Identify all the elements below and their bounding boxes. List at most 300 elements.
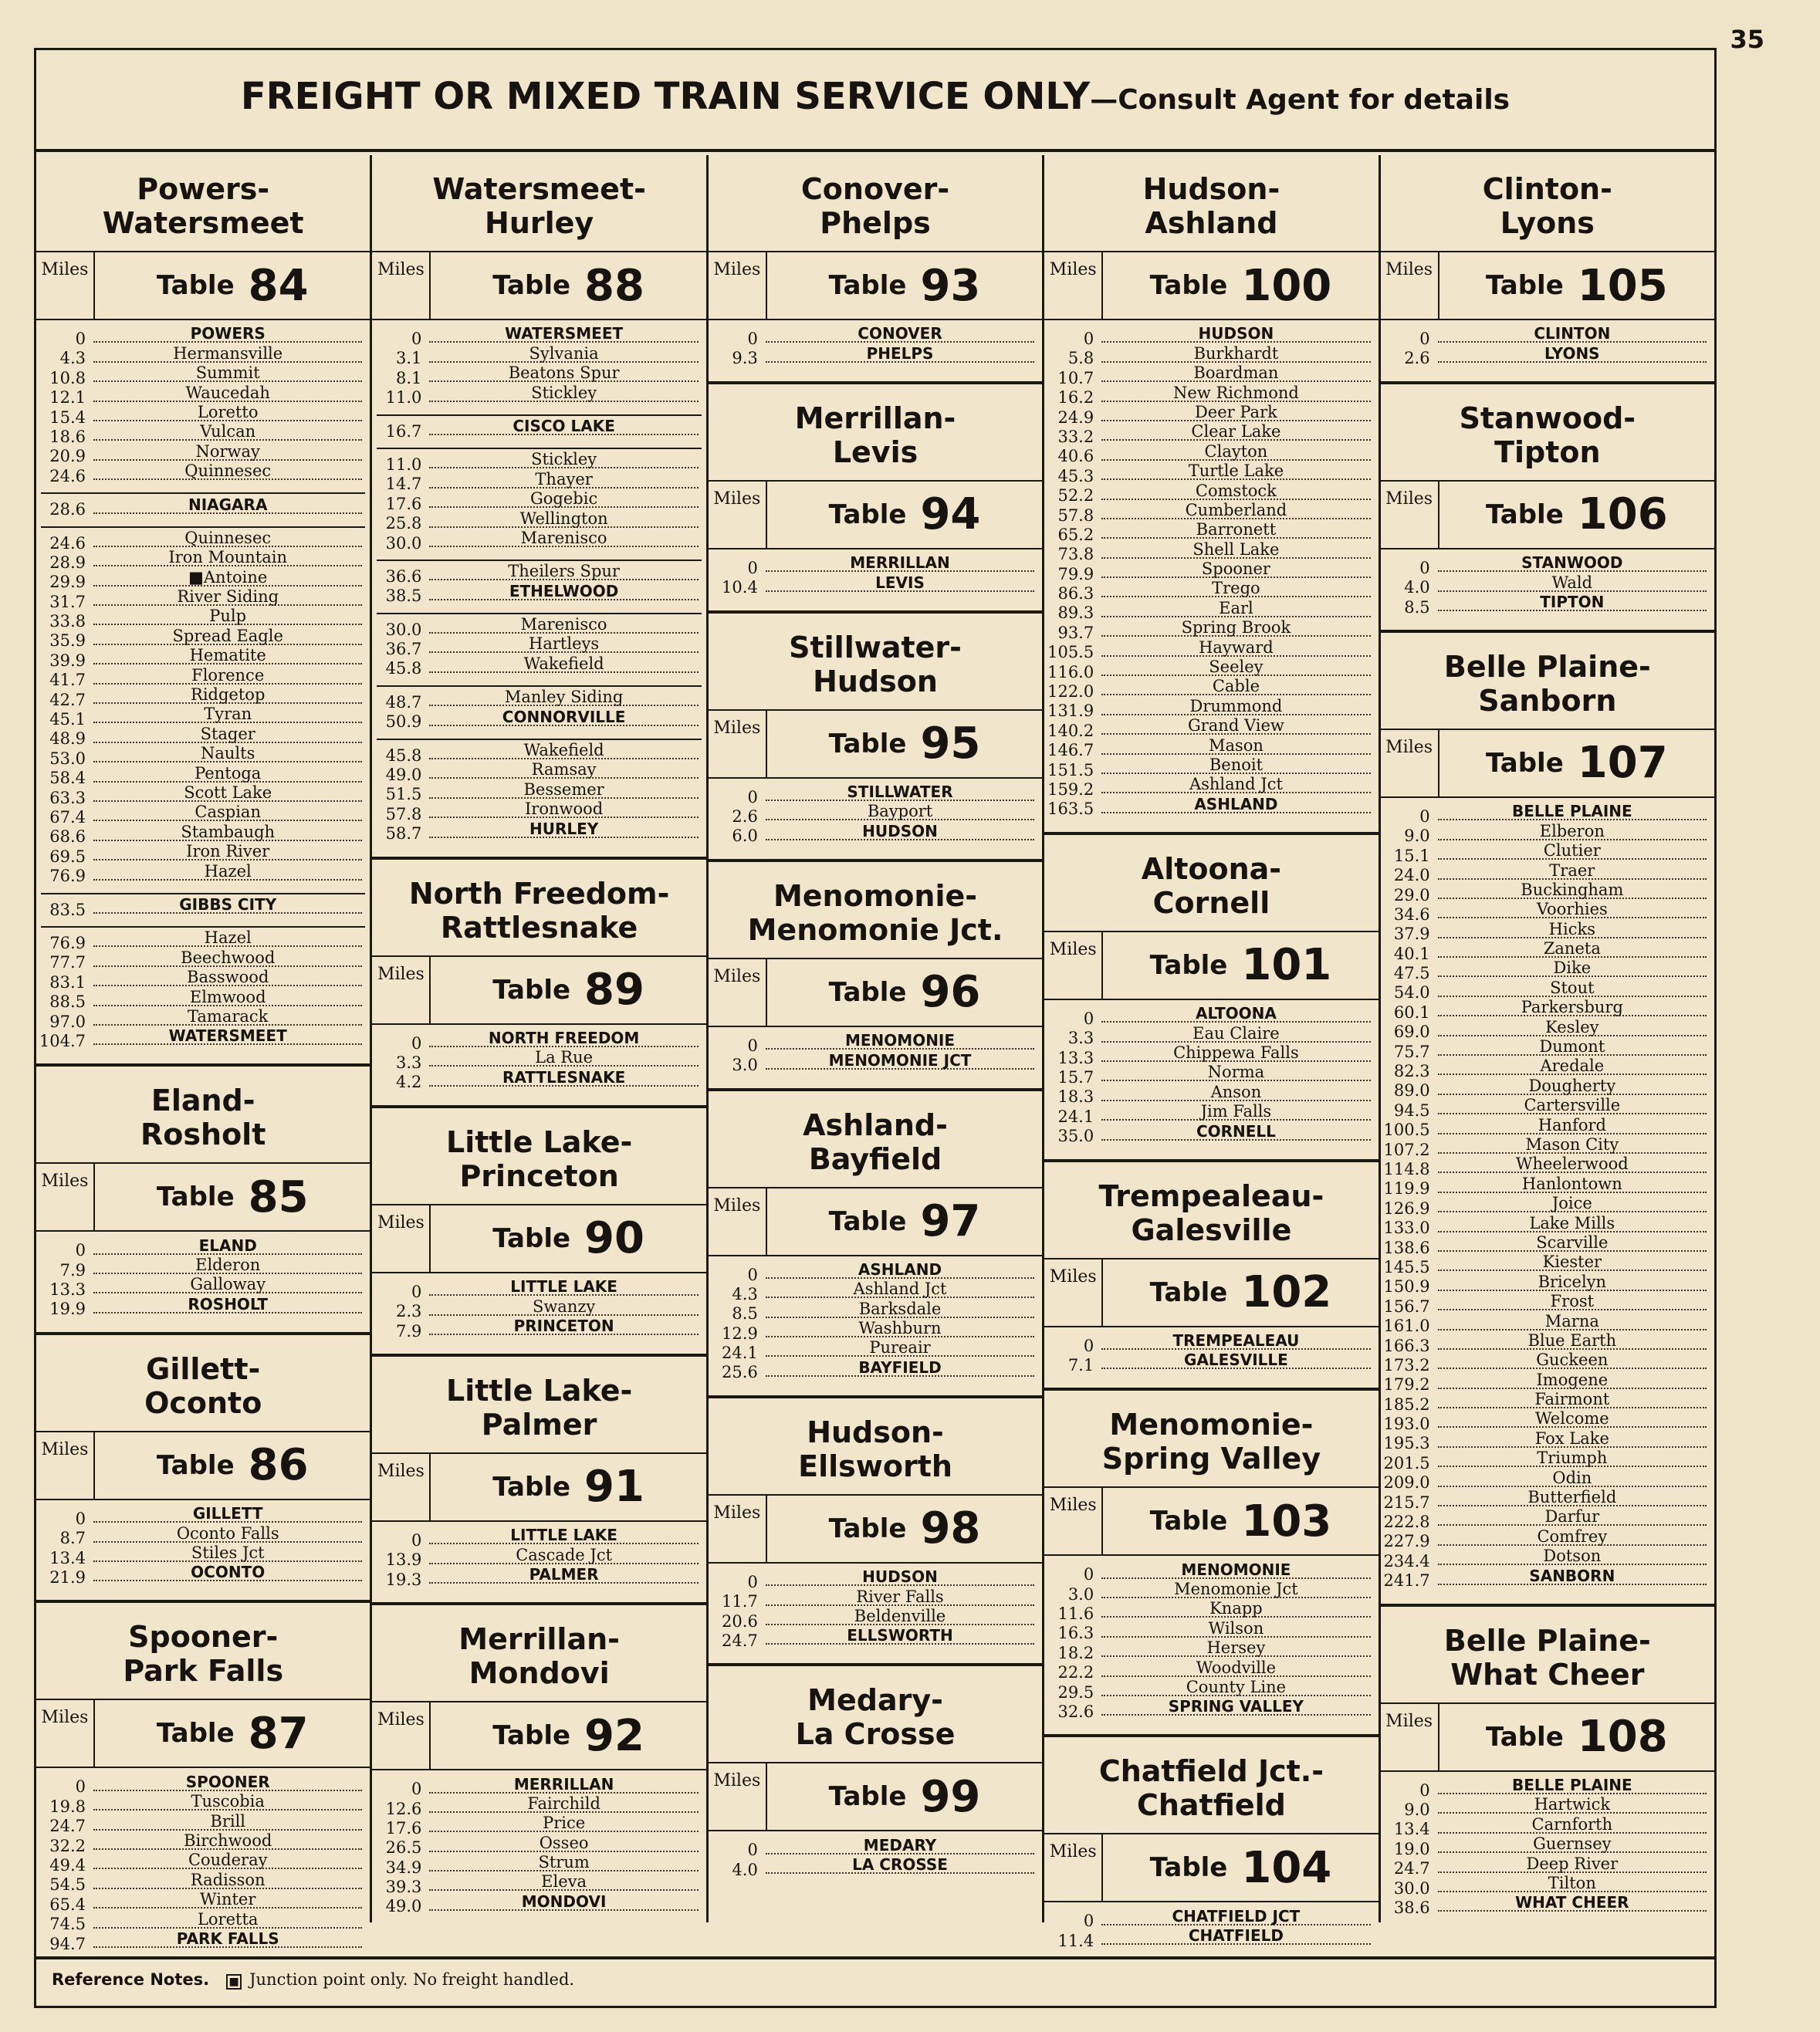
station-name: Hersey [1204, 1640, 1267, 1655]
station-miles: 0 [747, 1841, 758, 1860]
table-header [1044, 251, 1378, 320]
miles-label: Miles [1044, 1488, 1103, 1554]
station-miles: 9.3 [732, 349, 758, 368]
station-miles: 0 [411, 330, 422, 348]
station-leader [93, 1236, 362, 1255]
table-label [95, 1432, 370, 1499]
station-name: Mason City [1523, 1137, 1621, 1152]
station-leader [1101, 1560, 1370, 1579]
table-word: Table [1149, 1506, 1228, 1537]
station-miles: 2.6 [1404, 349, 1430, 368]
station-miles: 33.2 [1057, 427, 1094, 446]
station-name: Earl [1216, 600, 1256, 616]
notes-label: Reference Notes. [52, 1970, 210, 1989]
station-miles: 19.3 [385, 1570, 422, 1589]
station-name: Dumont [1537, 1039, 1607, 1054]
station-name: WATERSMEET [502, 326, 625, 341]
station-miles: 166.3 [1383, 1336, 1430, 1355]
station-miles: 32.6 [1057, 1702, 1094, 1722]
station-miles: 227.9 [1383, 1532, 1430, 1551]
timetable-columns [36, 155, 1714, 1953]
table-header [709, 251, 1042, 320]
station-leader [1438, 1795, 1707, 1814]
table-header [36, 1162, 370, 1232]
station-name: Aredale [1538, 1058, 1606, 1073]
station-leader [1101, 560, 1370, 579]
station-miles: 67.4 [49, 807, 86, 827]
station-name: STILLWATER [844, 784, 955, 800]
station-row [372, 1067, 705, 1092]
station-leader [766, 1587, 1034, 1606]
miles-label: Miles [36, 1700, 95, 1767]
station-leader [429, 1277, 698, 1297]
station-name: CHATFIELD JCT [1170, 1909, 1303, 1924]
station-miles: 173.2 [1383, 1355, 1430, 1374]
station-name: MEDARY [861, 1838, 939, 1853]
table-label [767, 1763, 1042, 1830]
station-leader [766, 802, 1034, 821]
station-miles: 116.0 [1047, 662, 1094, 681]
timetable-column [1379, 155, 1714, 1922]
station-row [372, 1565, 705, 1590]
station-leader [429, 654, 698, 673]
table-header [1381, 251, 1714, 320]
route-title-line: Watersmeet- [432, 172, 646, 206]
station-miles: 209.0 [1383, 1473, 1430, 1493]
station-leader [1101, 1638, 1370, 1658]
station-name: Fairchild [525, 1796, 603, 1811]
station-miles: 18.3 [1057, 1087, 1094, 1107]
station-leader [429, 324, 698, 343]
station-leader [1438, 1174, 1707, 1193]
station-name: WHAT CHEER [1513, 1895, 1631, 1910]
station-leader [1101, 637, 1370, 657]
station-miles: 100.5 [1383, 1121, 1430, 1140]
station-name: Dotson [1541, 1548, 1603, 1564]
station-miles: 49.0 [385, 766, 422, 785]
station-name: Winter [198, 1892, 258, 1907]
route-title [372, 1116, 705, 1204]
station-leader [1101, 1658, 1370, 1677]
table-number: 95 [920, 718, 981, 769]
station-leader [93, 528, 362, 547]
station-name: RATTLESNAKE [500, 1070, 628, 1085]
table-number: 103 [1241, 1496, 1332, 1547]
table-header [1044, 1486, 1378, 1556]
station-name: LA CROSSE [850, 1857, 950, 1872]
station-leader [93, 1026, 362, 1046]
station-miles: 4.0 [732, 1860, 758, 1879]
station-miles: 16.3 [1057, 1624, 1094, 1643]
miles-label: Miles [36, 1164, 95, 1230]
table-label [1103, 932, 1378, 999]
station-name: Basswood [184, 969, 271, 985]
station-row [372, 1794, 705, 1819]
station-name: Gogebic [528, 491, 600, 506]
station-leader [1438, 1017, 1707, 1036]
station-leader [1438, 1507, 1707, 1527]
station-leader [1101, 343, 1370, 363]
station-miles: 77.7 [49, 953, 86, 972]
station-name: Caspian [192, 804, 263, 820]
table-header [709, 1187, 1042, 1256]
station-row [1381, 1893, 1714, 1918]
miles-label: Miles [372, 1454, 431, 1520]
station-name: Norway [193, 444, 262, 459]
station-leader [93, 894, 362, 914]
station-leader [1438, 1814, 1707, 1834]
route-title [1381, 1614, 1714, 1702]
station-leader [429, 383, 698, 402]
route-table [372, 1357, 705, 1605]
station-miles: 0 [747, 1572, 758, 1591]
miles-label: Miles [709, 1496, 767, 1562]
station-leader [1101, 1330, 1370, 1350]
station-miles: 145.5 [1383, 1257, 1430, 1276]
station-miles: 79.9 [1057, 564, 1094, 583]
station-miles: 19.0 [1393, 1839, 1430, 1858]
station-leader [93, 1543, 362, 1563]
route-title [709, 1674, 1042, 1762]
station-name: TREMPEALEAU [1170, 1333, 1301, 1348]
station-leader [1101, 696, 1370, 715]
table-number: 105 [1577, 260, 1668, 311]
station-name: BELLE PLAINE [1510, 803, 1635, 819]
station-miles: 57.8 [385, 804, 422, 823]
station-list [1381, 802, 1714, 1591]
station-miles: 13.4 [1393, 1820, 1430, 1839]
station-miles: 75.7 [1393, 1042, 1430, 1061]
station-miles: 93.7 [1057, 623, 1094, 642]
station-name: Grand View [1186, 718, 1287, 733]
station-leader [1438, 959, 1707, 978]
station-leader [1438, 1566, 1707, 1585]
station-miles: 0 [747, 787, 758, 806]
table-word: Table [156, 1182, 235, 1213]
station-leader [93, 462, 362, 481]
route-title-line: Lyons [1500, 206, 1595, 240]
station-name: WATERSMEET [167, 1028, 289, 1043]
station-name: Hayward [1196, 640, 1276, 655]
station-miles: 20.9 [49, 447, 86, 466]
table-number: 96 [920, 967, 981, 1018]
station-miles: 11.6 [1057, 1604, 1094, 1624]
table-number: 107 [1577, 738, 1668, 789]
route-title-line: Ashland- [803, 1107, 948, 1142]
station-name: Marna [1543, 1314, 1602, 1329]
station-leader [1101, 324, 1370, 343]
station-miles: 24.7 [722, 1631, 758, 1651]
station-miles: 15.4 [49, 407, 86, 427]
station-name: ETHELWOOD [507, 583, 621, 599]
station-name: Beldenville [852, 1608, 948, 1624]
table-label [1439, 1704, 1714, 1770]
station-leader [1101, 598, 1370, 617]
station-leader [93, 822, 362, 841]
station-miles: 16.7 [385, 421, 422, 441]
station-row [36, 894, 370, 920]
station-miles: 5.8 [1067, 349, 1094, 368]
station-miles: 97.0 [49, 1012, 86, 1031]
station-name: Stickley [529, 385, 599, 401]
station-row [1044, 794, 1378, 819]
table-header [372, 955, 705, 1025]
station-list [709, 782, 1042, 847]
table-header [372, 251, 705, 320]
station-miles: 0 [1083, 1336, 1094, 1355]
station-miles: 28.6 [49, 500, 86, 519]
station-name: Cartersville [1521, 1097, 1622, 1113]
station-list [372, 1526, 705, 1590]
station-miles: 68.6 [49, 827, 86, 847]
station-leader [1438, 1292, 1707, 1311]
station-row [36, 1792, 370, 1817]
table-header [1044, 931, 1378, 1000]
station-miles: 89.3 [1057, 604, 1094, 623]
station-leader [1101, 481, 1370, 500]
table-label [431, 252, 705, 319]
table-number: 106 [1577, 489, 1668, 540]
route-table [372, 860, 705, 1108]
station-miles: 12.9 [722, 1324, 758, 1343]
station-miles: 60.1 [1393, 1002, 1430, 1022]
station-miles: 94.7 [49, 1934, 86, 1953]
station-leader [93, 861, 362, 881]
route-table [709, 862, 1042, 1091]
timetable-column [36, 155, 370, 1953]
station-name: Osseo [537, 1835, 591, 1851]
miles-label: Miles [709, 482, 767, 548]
table-number: 101 [1241, 940, 1332, 991]
station-leader [429, 779, 698, 799]
station-name: Knapp [1207, 1601, 1265, 1616]
station-name: Wakefield [522, 656, 607, 671]
station-name: Manley Siding [502, 689, 625, 705]
station-miles: 234.4 [1383, 1551, 1430, 1570]
route-title [1381, 163, 1714, 251]
station-name: ELLSWORTH [844, 1628, 956, 1643]
station-name: GIBBS CITY [177, 897, 279, 912]
station-name: MONDOVI [519, 1894, 609, 1909]
station-miles: 24.6 [49, 466, 86, 485]
station-miles: 222.8 [1383, 1513, 1430, 1532]
station-leader [1101, 1926, 1370, 1946]
station-name: Pureair [867, 1340, 932, 1355]
table-header [709, 1494, 1042, 1564]
station-miles: 82.3 [1393, 1062, 1430, 1081]
station-leader [1438, 1232, 1707, 1252]
station-miles: 3.1 [396, 349, 422, 368]
station-name: Barksdale [857, 1301, 944, 1317]
station-miles: 12.6 [385, 1799, 422, 1818]
table-word: Table [156, 270, 235, 301]
station-name: SANBORN [1527, 1568, 1617, 1584]
station-name: Summit [194, 365, 262, 380]
station-miles: 86.3 [1057, 584, 1094, 604]
station-miles: 45.8 [385, 746, 422, 765]
route-title [709, 392, 1042, 480]
table-word: Table [1149, 1276, 1228, 1308]
station-leader [429, 707, 698, 726]
station-leader [429, 1526, 698, 1545]
station-leader [93, 724, 362, 743]
station-name: Vulcan [198, 424, 258, 439]
station-name: Cascade Jct [513, 1547, 614, 1563]
station-name: ALTOONA [1193, 1006, 1279, 1021]
station-row [36, 861, 370, 886]
route-table [372, 155, 705, 860]
station-miles: 45.1 [49, 710, 86, 729]
station-leader [93, 1831, 362, 1850]
station-miles: 40.6 [1057, 447, 1094, 466]
station-name: Wheelerwood [1514, 1156, 1631, 1172]
miles-label: Miles [1381, 730, 1439, 796]
station-miles: 13.9 [385, 1550, 422, 1570]
station-name: MERRILLAN [512, 1777, 617, 1792]
station-name: Drummond [1188, 698, 1285, 714]
route-table [1381, 1607, 1714, 1931]
group-divider [41, 492, 365, 494]
station-name: Pulp [207, 608, 249, 624]
route-title-line: Chatfield Jct.- [1098, 1754, 1324, 1789]
station-miles: 83.1 [49, 972, 86, 992]
station-miles: 94.5 [1393, 1101, 1430, 1120]
station-miles: 11.7 [722, 1592, 758, 1611]
station-row [709, 573, 1042, 597]
station-name: Washburn [856, 1320, 943, 1336]
station-leader [93, 928, 362, 948]
station-miles: 36.7 [385, 640, 422, 659]
station-miles: 15.7 [1057, 1067, 1094, 1087]
station-name: Clutier [1541, 843, 1603, 858]
station-name: GILLETT [191, 1506, 266, 1521]
route-title-line: Watersmeet [102, 206, 304, 240]
route-title-line: Stanwood- [1459, 401, 1636, 435]
station-leader [1101, 1678, 1370, 1697]
station-leader [1101, 716, 1370, 735]
station-leader [93, 1792, 362, 1811]
table-word: Table [828, 1205, 907, 1237]
station-name: MENOMONIE [1179, 1562, 1293, 1577]
route-title [372, 163, 705, 251]
station-list [709, 1567, 1042, 1652]
station-name: Deer Park [1192, 404, 1280, 420]
station-leader [1438, 1076, 1707, 1095]
station-name: GALESVILLE [1182, 1352, 1291, 1368]
station-miles: 104.7 [39, 1031, 86, 1050]
table-label [431, 1205, 705, 1272]
route-title-line: Altoona- [1141, 851, 1282, 886]
table-word: Table [492, 1720, 571, 1752]
group-divider [377, 685, 701, 687]
table-number: 89 [584, 965, 644, 1016]
station-miles: 7.1 [1067, 1355, 1094, 1374]
station-name: Cable [1210, 678, 1262, 694]
station-row [1381, 939, 1714, 964]
table-word: Table [828, 270, 907, 301]
station-name: Seeley [1206, 659, 1265, 675]
station-name: Wald [1550, 575, 1595, 590]
station-leader [429, 1048, 698, 1067]
miles-label: Miles [709, 1763, 767, 1830]
station-leader [1101, 1023, 1370, 1043]
station-leader [429, 509, 698, 528]
station-list [372, 1774, 705, 1917]
route-title-line: Powers- [137, 172, 270, 206]
station-name: Voorhies [1534, 901, 1610, 917]
station-miles: 4.3 [732, 1284, 758, 1303]
route-table [709, 384, 1042, 614]
station-leader [1438, 802, 1707, 821]
station-leader [1101, 658, 1370, 677]
table-number: 98 [920, 1503, 981, 1554]
station-row [372, 1892, 705, 1916]
route-title-line: Park Falls [123, 1654, 284, 1689]
station-miles: 7.9 [396, 1321, 422, 1341]
route-title [709, 163, 1042, 251]
station-name: HUDSON [860, 1569, 940, 1584]
station-row [372, 707, 705, 732]
route-table [372, 1605, 705, 1929]
station-leader [93, 705, 362, 724]
station-leader [429, 469, 698, 489]
table-word: Table [1149, 1852, 1228, 1884]
station-miles: 195.3 [1383, 1434, 1430, 1453]
station-leader [93, 1909, 362, 1929]
station-miles: 76.9 [49, 933, 86, 952]
station-leader [1438, 1213, 1707, 1232]
station-name: Wellington [518, 511, 611, 526]
route-table [1044, 1391, 1378, 1737]
station-miles: 74.5 [49, 1915, 86, 1934]
station-miles: 0 [1419, 330, 1430, 348]
route-title-line: Menomonie- [1109, 1408, 1314, 1442]
station-name: County Line [1184, 1679, 1288, 1695]
station-list [709, 1835, 1042, 1880]
station-leader [93, 1563, 362, 1582]
station-leader [1438, 1272, 1707, 1291]
station-name: Naults [198, 746, 257, 761]
station-leader [1101, 735, 1370, 755]
station-miles: 33.8 [49, 612, 86, 631]
route-title-line: Menomonie- [773, 878, 978, 913]
station-leader [1438, 841, 1707, 860]
station-leader [93, 1523, 362, 1543]
station-miles: 54.5 [49, 1875, 86, 1895]
table-header [709, 480, 1042, 549]
station-row [709, 1050, 1042, 1075]
station-name: Quinnesec [182, 530, 273, 546]
station-row [709, 1626, 1042, 1651]
station-miles: 9.0 [1404, 827, 1430, 846]
station-row [1381, 1174, 1714, 1199]
station-name: Triumph [1534, 1450, 1609, 1466]
station-leader [1101, 1618, 1370, 1638]
station-leader [1438, 860, 1707, 880]
station-miles: 65.4 [49, 1895, 86, 1914]
station-miles: 37.9 [1393, 925, 1430, 944]
station-miles: 69.5 [49, 847, 86, 866]
station-name: MERRILLAN [847, 555, 952, 570]
miles-label: Miles [709, 252, 767, 319]
station-name: LEVIS [873, 575, 927, 590]
station-miles: 29.9 [49, 573, 86, 592]
table-number: 92 [584, 1710, 644, 1761]
station-list [1044, 1330, 1378, 1376]
station-name: Clayton [1203, 444, 1270, 459]
station-miles: 3.3 [396, 1053, 422, 1072]
station-row [1381, 592, 1714, 617]
